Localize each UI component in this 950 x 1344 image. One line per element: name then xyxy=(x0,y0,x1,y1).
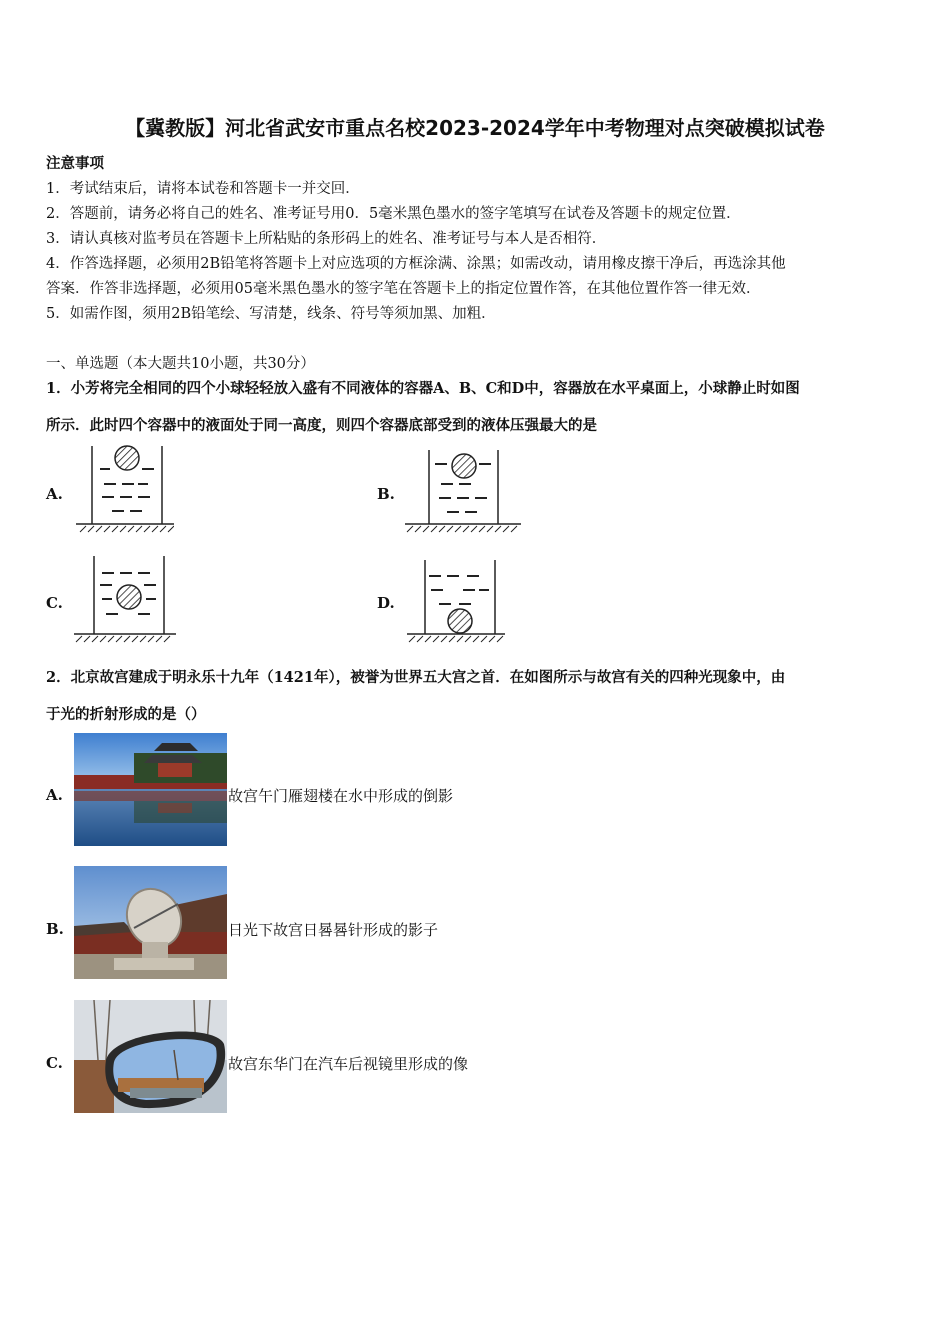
container-b-figure xyxy=(403,446,523,542)
q1-option-b-label: B. xyxy=(377,485,395,503)
notice-item: 答案．作答非选择题，必须用05毫米黑色墨水的签字笔在答题卡上的指定位置作答，在其他位置作答一律无效． xyxy=(46,281,761,297)
container-a-figure xyxy=(74,442,174,538)
q2-option-a-label: A. xyxy=(46,786,63,804)
q2-option-c-text: 故宫东华门在汽车后视镜里形成的像 xyxy=(228,1055,469,1073)
q1-option-d-label: D. xyxy=(377,594,395,612)
q2-option-a-text: 故宫午门雁翅楼在水中形成的倒影 xyxy=(228,787,454,805)
q1-option-c-label: C. xyxy=(46,594,63,612)
notice-item: 2．答题前，请务必将自己的姓名、准考证号用0．5毫米黑色墨水的签字笔填写在试卷及答题卡的规定位置． xyxy=(46,206,741,222)
section-heading: 一、单选题（本大题共10小题，共30分） xyxy=(46,356,315,372)
q2-stem-line1: 2．北京故宫建成于明永乐十九年（1421年），被誉为世界五大宫之首．在如图所示与故宫有关的四种光现象中，由 xyxy=(46,669,786,686)
notice-heading: 注意事项 xyxy=(46,155,104,172)
meridian-gate-reflection-photo xyxy=(74,733,227,846)
rearview-mirror-photo xyxy=(74,1000,227,1113)
notice-item: 1．考试结束后，请将本试卷和答题卡一并交回． xyxy=(46,181,360,197)
q2-stem-line2: 于光的折射形成的是（） xyxy=(46,706,206,723)
page-title: 【冀教版】河北省武安市重点名校2023-2024学年中考物理对点突破模拟试卷 xyxy=(125,116,825,140)
q1-stem-line2: 所示．此时四个容器中的液面处于同一高度，则四个容器底部受到的液体压强最大的是 xyxy=(46,417,597,434)
sundial-shadow-photo xyxy=(74,866,227,979)
q1-stem-line1: 1．小芳将完全相同的四个小球轻轻放入盛有不同液体的容器A、B、C和D中，容器放在水平桌面上，小球静止时如图 xyxy=(46,380,800,397)
notice-item: 5．如需作图，须用2B铅笔绘、写清楚，线条、符号等须加黑、加粗． xyxy=(46,306,496,322)
notice-item: 4．作答选择题，必须用2B铅笔将答题卡上对应选项的方框涂满、涂黑；如需改动，请用橡皮擦干净后，再选涂其他 xyxy=(46,256,786,272)
container-d-figure xyxy=(405,556,507,646)
notice-item: 3．请认真核对监考员在答题卡上所粘贴的条形码上的姓名、准考证号与本人是否相符． xyxy=(46,231,607,247)
q2-option-b-label: B. xyxy=(46,920,64,938)
container-c-figure xyxy=(72,552,178,644)
q2-option-b-text: 日光下故宫日晷晷针形成的影子 xyxy=(228,921,439,939)
q1-option-a-label: A. xyxy=(46,485,63,503)
q2-option-c-label: C. xyxy=(46,1054,63,1072)
